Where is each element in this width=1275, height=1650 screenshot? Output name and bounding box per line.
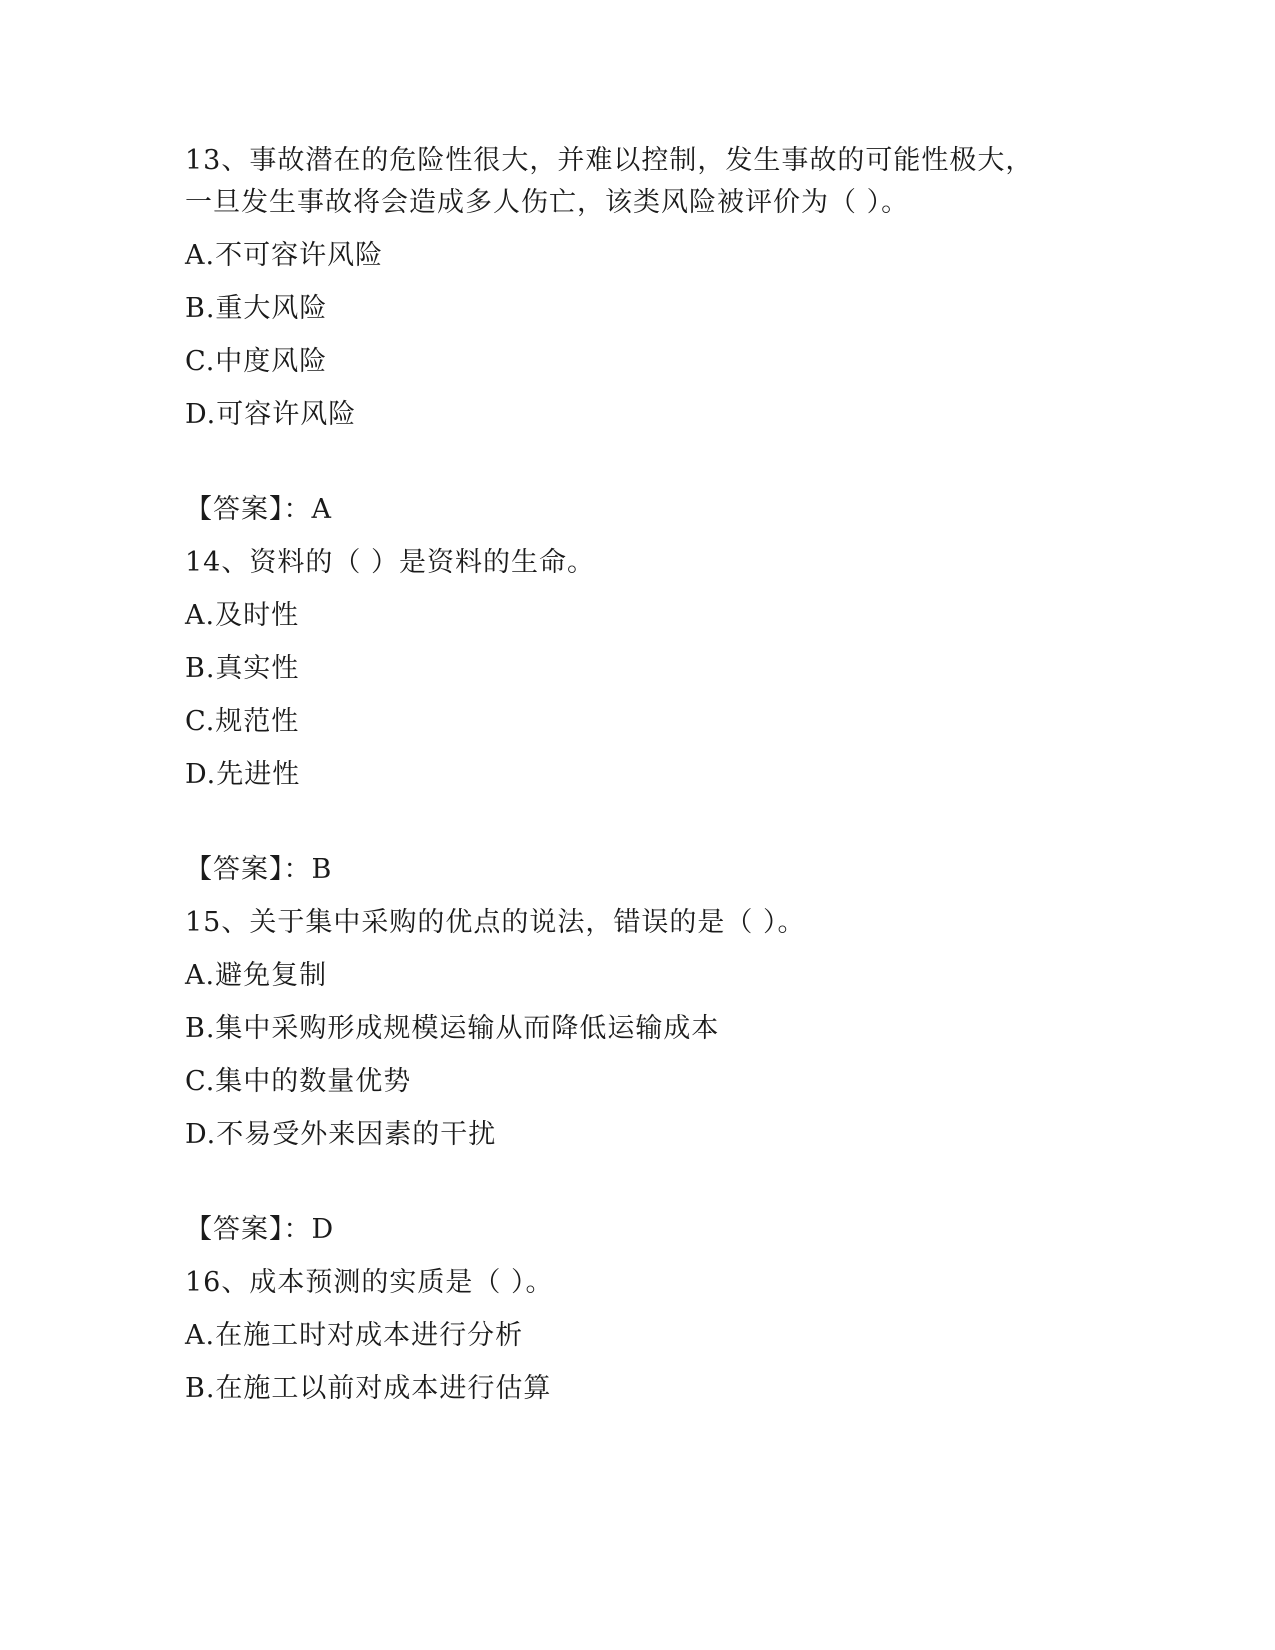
question-15-answer: 【答案】：D: [185, 1214, 335, 1245]
question-14-stem: 14、资料的（ ）是资料的生命。: [185, 547, 595, 578]
question-16-option-b: B.在施工以前对成本进行估算: [185, 1373, 552, 1404]
question-14-option-a: A.及时性: [185, 600, 300, 631]
question-16-stem: 16、成本预测的实质是（ ）。: [185, 1267, 554, 1298]
question-13-stem-line-2: 一旦发生事故将会造成多人伤亡，该类风险被评价为（ ）。: [185, 187, 910, 218]
question-13-option-a: A.不可容许风险: [185, 240, 384, 271]
question-15-option-a: A.避免复制: [185, 960, 328, 991]
question-13-option-d: D.可容许风险: [185, 399, 357, 430]
question-15-option-c: C.集中的数量优势: [185, 1066, 412, 1097]
question-15-stem: 15、关于集中采购的优点的说法，错误的是（ ）。: [185, 907, 806, 938]
question-13-answer: 【答案】：A: [185, 494, 332, 525]
question-14-option-b: B.真实性: [185, 653, 300, 684]
question-13-option-c: C.中度风险: [185, 346, 328, 377]
question-15-option-b: B.集中采购形成规模运输从而降低运输成本: [185, 1013, 720, 1044]
question-13-option-b: B.重大风险: [185, 293, 328, 324]
question-13-stem-line-1: 13、事故潜在的危险性很大，并难以控制，发生事故的可能性极大，: [185, 145, 1034, 176]
question-14-option-d: D.先进性: [185, 759, 301, 790]
question-16-option-a: A.在施工时对成本进行分析: [185, 1320, 524, 1351]
question-14-answer: 【答案】：B: [185, 854, 333, 885]
question-14-option-c: C.规范性: [185, 706, 300, 737]
question-15-option-d: D.不易受外来因素的干扰: [185, 1119, 497, 1150]
